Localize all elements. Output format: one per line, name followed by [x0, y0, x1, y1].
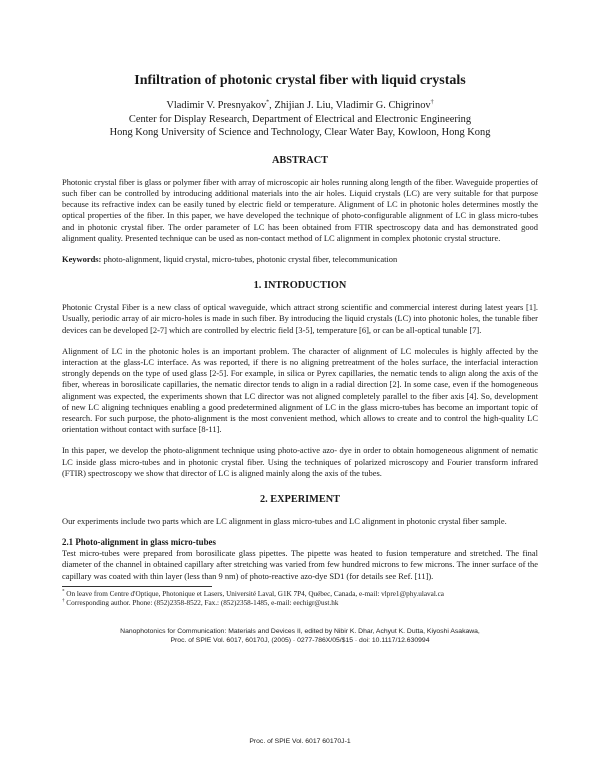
publication-citation	[62, 627, 538, 646]
introduction-heading: 1. INTRODUCTION	[253, 280, 347, 292]
affiliation-line-1: Center for Display Research, Department of Electrical and Electronic Engineering	[128, 113, 472, 125]
abstract-heading: ABSTRACT	[271, 154, 329, 166]
footnote-1-text: On leave from Centre d'Optique, Photonique et Lasers, Université Laval, G1K 7P4, Québec, Canada, e-mail: vlpre1@phy.ulaval.ca	[66, 589, 444, 598]
keywords-line	[62, 254, 538, 265]
footnote-divider	[62, 586, 212, 587]
experiment-paragraph: Our experiments include two parts which are LC alignment in glass micro-tubes and LC alignment in photonic crystal fiber sample.	[62, 516, 507, 527]
intro-paragraph-3: In this paper, we develop the photo-alignment technique using photo-active azo- dye in order to obtain homogeneous alignment of nematic LC inside glass micro-tubes and in photonic crystal fiber. Using the techniques of polarized microscopy and Fourier transform infrared (FTIR) spectroscopy we show that director of LC is aligned mainly along the axis of the tubes.	[62, 445, 538, 478]
abstract-text: Photonic crystal fiber is glass or polymer fiber with array of microscopic air holes running along length of the fiber. Waveguide properties of such fiber can be controlled by introducing additional materials into the air holes. Liquid crystals (LC) are very suitable for that purpose because its refractive index can be easily tuned by electric field or temperature. Alignment of LC in photonic holes determines mostly the optical properties of the fiber. In this paper, we have developed the technique of photo-configurable alignment of LC in glass micro-tubes and in photonic crystal fiber. The order parameter of LC has been obtained from FTIR spectroscopy data and has demonstrated good alignment quality. Presented technique can be used as non-contact method of LC alignment in complex photonic crystal structure.	[62, 176, 538, 243]
intro-paragraph-2: Alignment of LC in the photonic holes is an important problem. The character of alignment of LC molecules is highly affected by the interaction at the glass-LC interface. As was reported, if there is no aligning pretreatment of the holes surface, the interfacial interaction strongly depends on the type of used glass [2-5]. For example, in silica or Pyrex capillaries, the nematic tends to align along the axis of the fiber, whereas in borosilicate capillaries, the nematic director tends to align in a radial direction [2]. In some case, even if the homogeneous alignment was expected, the experiments shown that LC director was not aligned completely parallel to the fiber axis [4]. So, development of new LC aligning techniques enabling a good predetermined alignment of LC in the glass micro-tubes has become an important topic of research. For such purpose, the photo-alignment is the most convenient method, which allows to create and to control the high-quality LC orientation without contact with surface [8-11].	[62, 345, 538, 435]
author-block	[62, 99, 538, 140]
experiment-heading: 2. EXPERIMENT	[259, 494, 341, 506]
footnote-mark-1: *	[266, 99, 270, 106]
footnote-2	[62, 599, 538, 609]
citation-line-1: Nanophotonics for Communication: Materials and Devices II, edited by Nibir K. Dhar, Achyut K. Dutta, Kiyoshi Asakawa,	[120, 628, 480, 636]
author-names	[62, 99, 538, 113]
subsection-heading: 2.1 Photo-alignment in glass micro-tubes	[62, 537, 216, 548]
footnote-2-mark: †	[62, 599, 65, 605]
footnote-1-mark: *	[62, 589, 65, 595]
subsection-paragraph: Test micro-tubes were prepared from borosilicate glass pipettes. The pipette was heated to fusion temperature and stretched. The final diameter of the channel in obtained capillary after stretching was varied from few hundred microns to few microns. The inner surface of the capillary was coated with thin layer (less than 9 nm) of photo-reactive azo-dye SD1 (for details see Ref. [11]).	[62, 548, 538, 581]
footnote-1	[62, 590, 538, 600]
intro-paragraph-1: Photonic Crystal Fiber is a new class of optical waveguide, which attract strong scientific and commercial interest during latest years [1]. Usually, periodic array of air micro-holes is made in such fiber. By introducing the liquid crystals (LC) into photonic holes, the tunable fiber devices can be developed [2-7] which are controlled by electric field [3-5], temperature [6], or can be all-optical tunable [7].	[62, 302, 538, 335]
keywords-label: Keywords:	[62, 254, 102, 264]
affiliation-line-2: Hong Kong University of Science and Technology, Clear Water Bay, Kowloon, Hong Kong	[109, 127, 491, 139]
author-names-rest: , Zhijian J. Liu, Vladimir G. Chigrinov	[269, 100, 431, 111]
page-footer: Proc. of SPIE Vol. 6017 60170J-1	[249, 738, 351, 745]
author-name-1: Vladimir V. Presnyakov	[166, 100, 267, 111]
footnote-mark-2: †	[430, 99, 434, 106]
citation-line-2: Proc. of SPIE Vol. 6017, 60170J, (2005) · 0277-786X/05/$15 · doi: 10.1117/12.630994	[170, 637, 430, 645]
footnote-2-text: Corresponding author. Phone: (852)2358-8522, Fax.: (852)2358-1485, e-mail: eechigr@ust.hk	[66, 599, 339, 608]
keywords-text: photo-alignment, liquid crystal, micro-tubes, photonic crystal fiber, telecommunication	[103, 254, 398, 264]
paper-title: Infiltration of photonic crystal fiber with liquid crystals	[134, 73, 466, 88]
